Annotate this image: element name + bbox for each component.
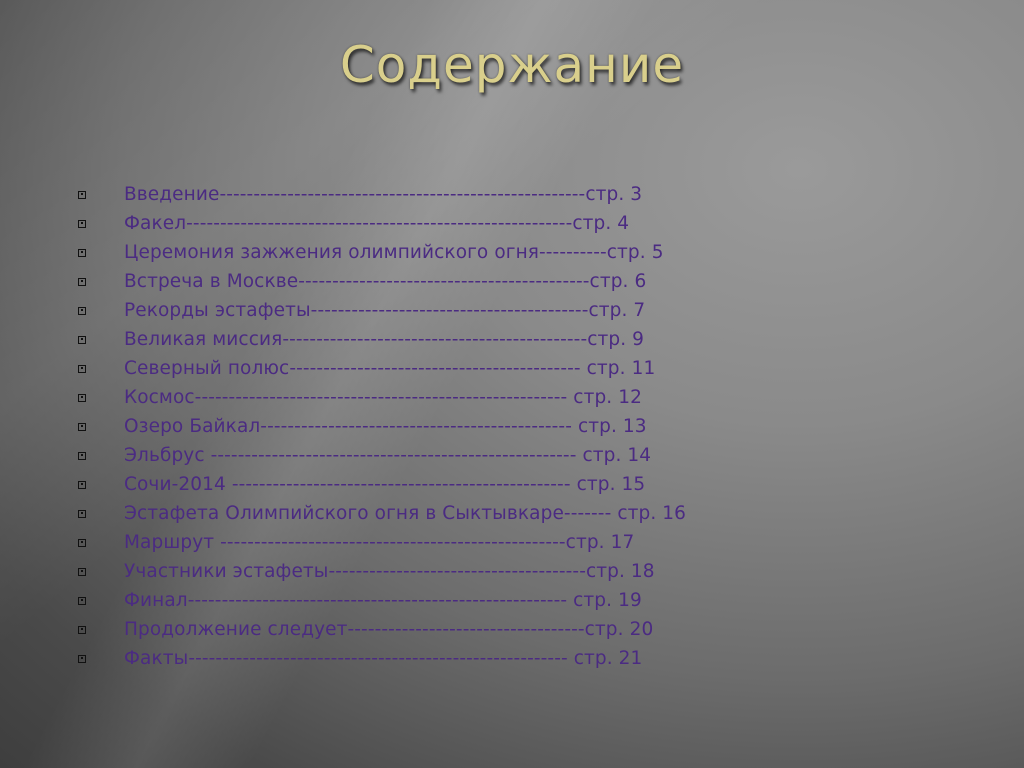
- toc-item-text: Факел---------------------------------------------------------стр. 4: [124, 213, 630, 234]
- square-bullet-icon: [78, 510, 86, 518]
- toc-item-text: Эльбрус ------------------------------------------------------ стр. 14: [124, 445, 652, 466]
- square-bullet-icon: [78, 655, 86, 663]
- toc-item-text: Продолжение следует-----------------------------------стр. 20: [124, 619, 654, 640]
- square-bullet-icon: [78, 249, 86, 257]
- toc-item: [78, 238, 978, 267]
- toc-item-text: Озеро Байкал---------------------------------------------- стр. 13: [124, 416, 647, 437]
- square-bullet-icon: [78, 191, 86, 199]
- square-bullet-icon: [78, 220, 86, 228]
- square-bullet-icon: [78, 452, 86, 460]
- toc-item-text: Рекорды эстафеты-----------------------------------------стр. 7: [124, 300, 646, 321]
- toc-item: [78, 499, 978, 528]
- toc-item: [78, 354, 978, 383]
- toc-item-text: Факты-------------------------------------------------------- стр. 21: [124, 648, 643, 669]
- toc-item-text: Участники эстафеты--------------------------------------стр. 18: [124, 561, 655, 582]
- toc-item: [78, 470, 978, 499]
- toc-item-text: Маршрут ---------------------------------------------------стр. 17: [124, 532, 635, 553]
- toc-item-text: Великая миссия---------------------------------------------стр. 9: [124, 329, 645, 350]
- square-bullet-icon: [78, 423, 86, 431]
- toc-item: [78, 615, 978, 644]
- square-bullet-icon: [78, 481, 86, 489]
- toc-item-text: Северный полюс------------------------------------------- стр. 11: [124, 358, 656, 379]
- toc-item: [78, 528, 978, 557]
- square-bullet-icon: [78, 394, 86, 402]
- toc-item-text: Эстафета Олимпийского огня в Сыктывкаре------- стр. 16: [124, 503, 687, 524]
- toc-item: [78, 296, 978, 325]
- toc-item-text: Встреча в Москве-------------------------------------------стр. 6: [124, 271, 647, 292]
- square-bullet-icon: [78, 626, 86, 634]
- toc-item: [78, 441, 978, 470]
- toc-item: [78, 412, 978, 441]
- toc-item-text: Финал-------------------------------------------------------- стр. 19: [124, 590, 642, 611]
- toc-item: [78, 180, 978, 209]
- toc-item: [78, 209, 978, 238]
- toc-item-text: Введение------------------------------------------------------стр. 3: [124, 184, 643, 205]
- square-bullet-icon: [78, 597, 86, 605]
- square-bullet-icon: [78, 307, 86, 315]
- toc-item: [78, 586, 978, 615]
- square-bullet-icon: [78, 278, 86, 286]
- square-bullet-icon: [78, 539, 86, 547]
- square-bullet-icon: [78, 365, 86, 373]
- toc-item: [78, 557, 978, 586]
- toc-item-text: Церемония зажжения олимпийского огня----------стр. 5: [124, 242, 664, 263]
- toc-item-text: Космос------------------------------------------------------- стр. 12: [124, 387, 642, 408]
- toc-item: [78, 383, 978, 412]
- table-of-contents: [78, 180, 978, 673]
- toc-item-text: Сочи-2014 -------------------------------------------------- стр. 15: [124, 474, 646, 495]
- toc-item: [78, 644, 978, 673]
- square-bullet-icon: [78, 568, 86, 576]
- slide-title: Содержание: [339, 36, 685, 94]
- toc-item: [78, 325, 978, 354]
- toc-item: [78, 267, 978, 296]
- square-bullet-icon: [78, 336, 86, 344]
